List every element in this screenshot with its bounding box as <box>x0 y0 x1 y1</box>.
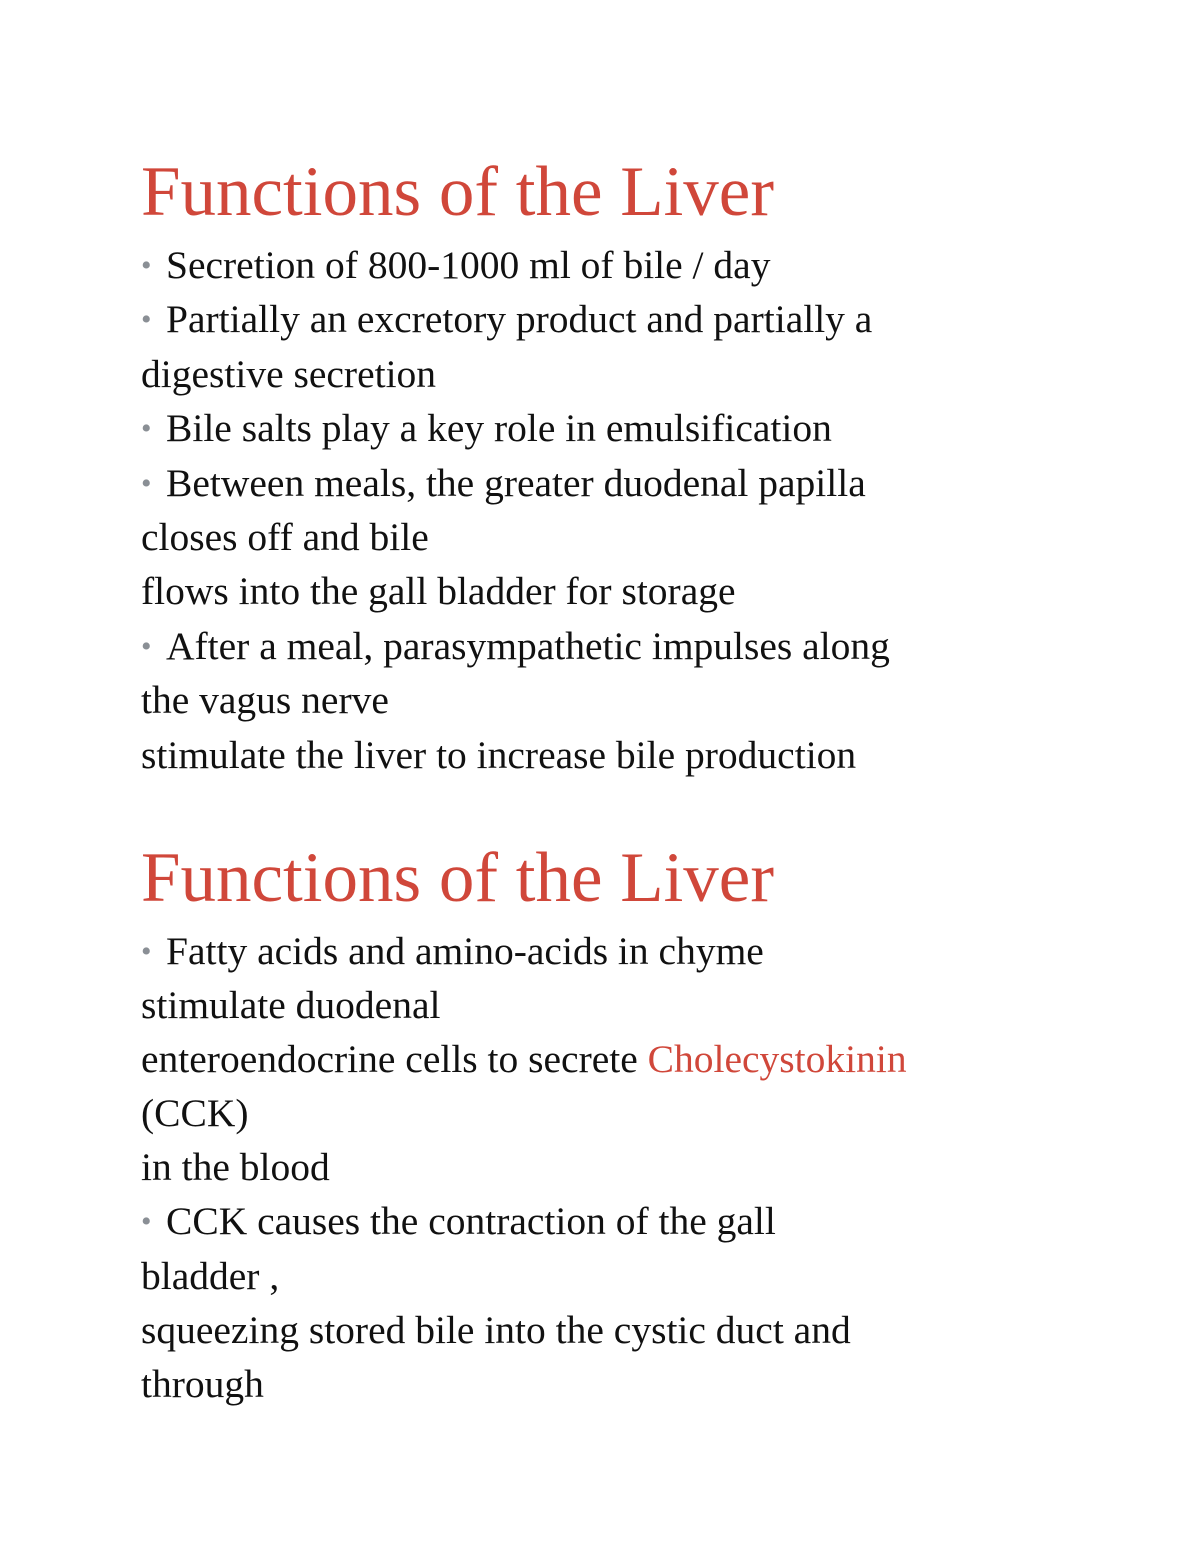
bullet-icon: • <box>141 1205 152 1239</box>
line-text: Partially an excretory product and partially a <box>166 297 873 342</box>
highlighted-term: Cholecystokinin <box>647 1037 907 1082</box>
line-text: Fatty acids and amino-acids in chyme <box>166 929 764 973</box>
bullet-icon: • <box>141 935 152 968</box>
bullet-icon: • <box>141 249 152 282</box>
continuation-line: stimulate the liver to increase bile production <box>141 732 857 777</box>
bullet-icon: • <box>141 629 152 663</box>
continuation-line: through <box>141 1361 264 1406</box>
bullet-line <box>141 456 1141 510</box>
bullet-icon: • <box>141 412 152 446</box>
continuation-line: digestive secretion <box>141 351 437 396</box>
line-text: CCK causes the contraction of the gall <box>166 1199 776 1244</box>
continuation-line: the vagus nerve <box>141 678 389 723</box>
section-2 <box>141 832 1141 1411</box>
continuation-line: in the blood <box>141 1145 330 1190</box>
line-text: Between meals, the greater duodenal papilla <box>166 460 866 505</box>
section-heading: Functions of the Liver <box>141 839 774 917</box>
bullet-line <box>141 1194 1141 1248</box>
continuation-line <box>141 1032 1141 1086</box>
bullet-line <box>141 619 1141 673</box>
bullet-line <box>141 924 1141 978</box>
section-heading: Functions of the Liver <box>141 153 774 231</box>
line-text: Secretion of 800-1000 ml of bile / day <box>166 243 771 287</box>
continuation-line: (CCK) <box>141 1091 249 1136</box>
bullet-icon: • <box>141 466 152 500</box>
bullet-line <box>141 292 1141 346</box>
section-1 <box>141 146 1141 782</box>
line-text: Bile salts play a key role in emulsification <box>166 406 832 451</box>
line-text: After a meal, parasympathetic impulses along <box>166 623 890 668</box>
continuation-line: stimulate duodenal <box>141 983 441 1028</box>
line-text: enteroendocrine cells to secrete <box>141 1037 648 1082</box>
continuation-line: closes off and bile <box>141 514 429 559</box>
bullet-line <box>141 238 1141 292</box>
bullet-line <box>141 401 1141 455</box>
continuation-line: bladder , <box>141 1253 280 1298</box>
continuation-line: squeezing stored bile into the cystic duct and <box>141 1307 851 1352</box>
bullet-icon: • <box>141 303 152 337</box>
continuation-line: flows into the gall bladder for storage <box>141 569 736 614</box>
